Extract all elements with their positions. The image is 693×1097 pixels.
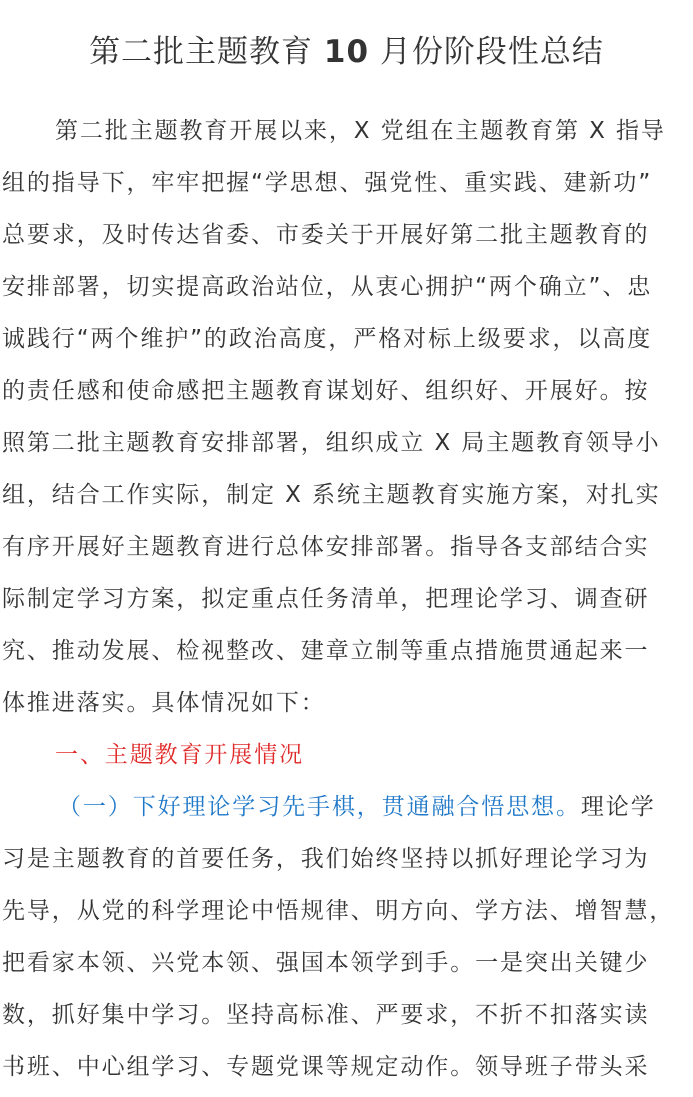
section-heading: 一、主题教育开展情况 [55, 742, 304, 768]
paragraph-line: 究、推动发展、检视整改、建章立制等重点措施贯通起来一 [2, 638, 650, 664]
paragraph-line: 际制定学习方案，拟定重点任务清单，把理论学习、调查研 [2, 586, 650, 612]
paragraph-line: 组的指导下，牢牢把握“学思想、强党性、重实践、建新功” [2, 170, 653, 196]
paragraph-line: 的责任感和使命感把主题教育谋划好、组织好、开展好。按 [2, 378, 650, 404]
subsection-heading: （一）下好理论学习先手棋，贯通融合悟思想。 [58, 794, 581, 820]
paragraph-line: 有序开展好主题教育进行总体安排部署。指导各支部结合实 [2, 534, 650, 560]
paragraph-line: 数，抓好集中学习。坚持高标准、严要求，不折不扣落实读 [2, 1002, 650, 1028]
paragraph-line: 习是主题教育的首要任务，我们始终坚持以抓好理论学习为 [2, 846, 650, 872]
title-prefix: 第二批主题教育 [89, 34, 314, 70]
paragraph-line: 总要求，及时传达省委、市委关于开展好第二批主题教育的 [2, 222, 650, 248]
paragraph-line: 第二批主题教育开展以来，X 党组在主题教育第 X 指导 [55, 118, 666, 144]
paragraph-line: 组，结合工作实际，制定 X 系统主题教育实施方案，对扎实 [2, 482, 661, 508]
paragraph-line: 诚践行“两个维护”的政治高度，严格对标上级要求，以高度 [2, 326, 653, 352]
subsection-line [58, 781, 656, 833]
paragraph-line: 书班、中心组学习、专题党课等规定动作。领导班子带头采 [2, 1054, 650, 1080]
paragraph-line: 先导，从党的科学理论中悟规律、明方向、学方法、增智慧， [2, 898, 675, 924]
title-suffix: 月份阶段性总结 [379, 34, 604, 70]
paragraph-line: 体推进落实。具体情况如下： [2, 690, 326, 716]
subsection-text: 理论学 [580, 794, 656, 820]
title-number: 10 [323, 34, 370, 70]
paragraph-line: 照第二批主题教育安排部署，组织成立 X 局主题教育领导小 [2, 430, 661, 456]
document-title [0, 26, 693, 78]
paragraph-line: 把看家本领、兴党本领、强国本领学到手。一是突出关键少 [2, 950, 650, 976]
paragraph-line: 安排部署，切实提高政治站位，从衷心拥护“两个确立”、忠 [2, 274, 653, 300]
